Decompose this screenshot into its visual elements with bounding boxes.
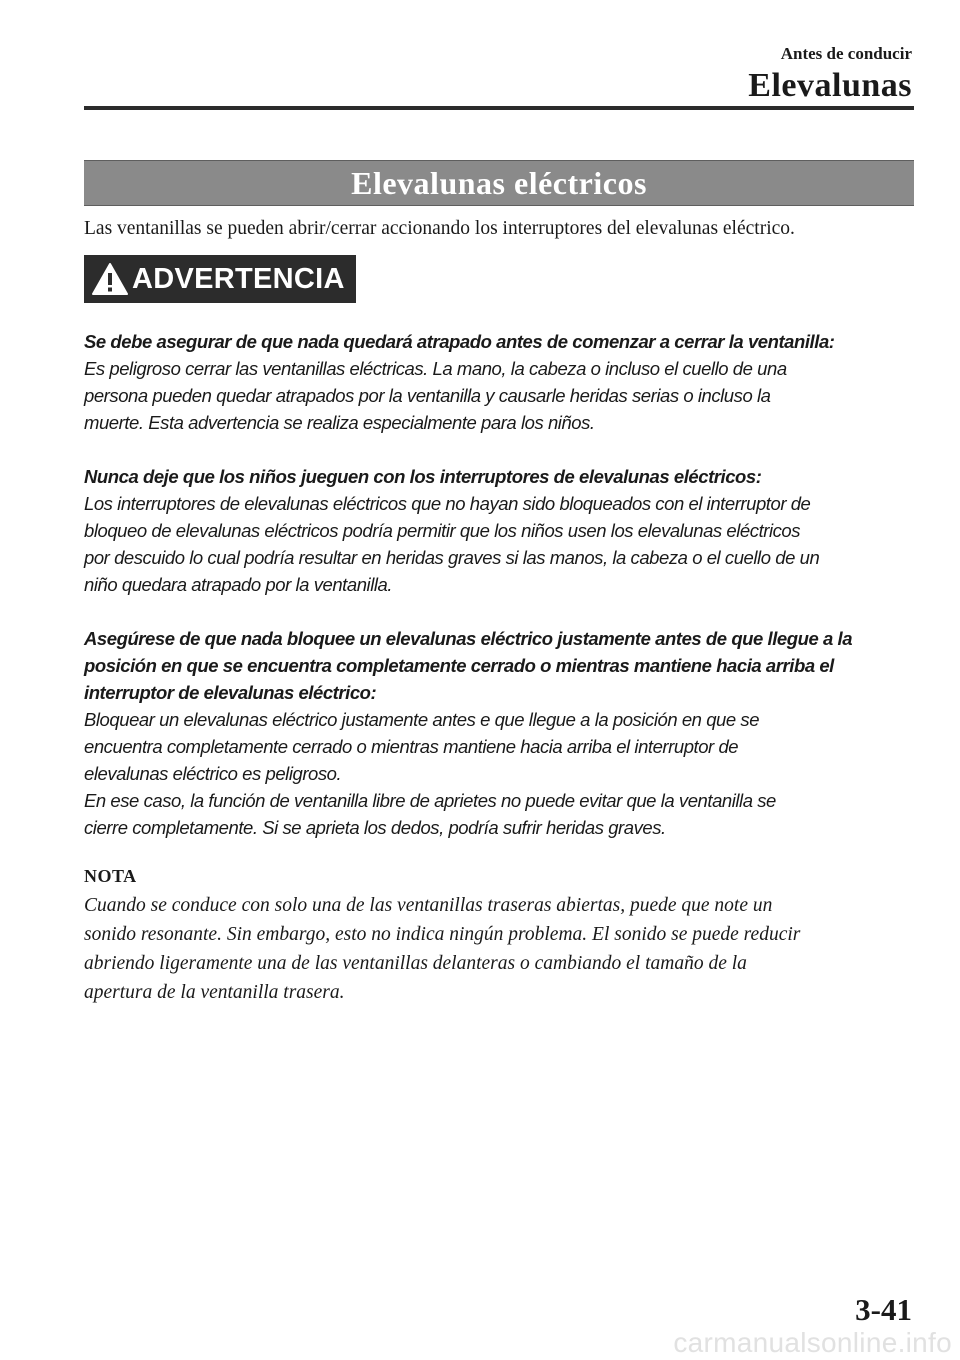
warning-line: En ese caso, la función de ventanilla libre de aprietes no puede evitar que la ventanilla se	[84, 790, 776, 811]
page-number: 3-41	[855, 1292, 912, 1327]
warning-title: Nunca deje que los niños jueguen con los interruptores de elevalunas eléctricos:	[84, 466, 762, 487]
warning-line: bloqueo de elevalunas eléctricos podría permitir que los niños usen los elevalunas eléctricos	[84, 520, 801, 541]
note-section	[84, 862, 924, 1007]
warning-line: por descuido lo cual podría resultar en heridas graves si las manos, la cabeza o el cuello de un	[84, 547, 820, 568]
warning-line: Los interruptores de elevalunas eléctricos que no hayan sido bloqueados con el interruptor de	[84, 493, 811, 514]
note-line: Cuando se conduce con solo una de las ventanillas traseras abiertas, puede que note un	[84, 895, 773, 916]
chapter-title: Antes de conducir	[780, 44, 912, 63]
page-header	[748, 44, 912, 106]
warning-title: posición en que se encuentra completamente cerrado o mientras mantiene hacia arriba el	[84, 655, 834, 676]
warning-line: muerte. Esta advertencia se realiza especialmente para los niños.	[84, 412, 595, 433]
watermark-link[interactable]: carmanualsonline.info	[673, 1327, 952, 1358]
section-title-bar	[84, 160, 914, 206]
warning-line: Es peligroso cerrar las ventanillas eléctricas. La mano, la cabeza o incluso el cuello de una	[84, 358, 787, 379]
warning-title: interruptor de elevalunas eléctrico:	[84, 682, 377, 703]
header-rule	[84, 106, 914, 110]
warning-line: persona pueden quedar atrapados por la ventanilla y causarle heridas serias o incluso la	[84, 385, 771, 406]
note-line: apertura de la ventanilla trasera.	[84, 982, 345, 1003]
warning-line: elevalunas eléctrico es peligroso.	[84, 763, 342, 784]
warning-line: encuentra completamente cerrado o mientras mantiene hacia arriba el interruptor de	[84, 736, 739, 757]
warning-badge	[84, 255, 356, 303]
note-line: sonido resonante. Sin embargo, esto no indica ningún problema. El sonido se puede reducir	[84, 924, 801, 945]
warning-line: niño quedara atrapado por la ventanilla.	[84, 574, 393, 595]
warning-title: Asegúrese de que nada bloquee un elevalunas eléctrico justamente antes de que llegue a la	[84, 628, 853, 649]
section-title: Elevalunas eléctricos	[351, 164, 647, 201]
warning-label: ADVERTENCIA	[132, 262, 345, 295]
warning-line: cierre completamente. Si se aprieta los dedos, podría sufrir heridas graves.	[84, 817, 666, 838]
warning-body	[84, 328, 924, 841]
section-header-title: Elevalunas	[748, 67, 912, 104]
note-line: abriendo ligeramente una de las ventanillas delanteras o cambiando el tamaño de la	[84, 953, 747, 974]
warning-title: Se debe asegurar de que nada quedará atrapado antes de comenzar a cerrar la ventanilla:	[84, 331, 835, 352]
intro-paragraph: Las ventanillas se pueden abrir/cerrar accionando los interruptores del elevalunas eléctrico.	[84, 218, 795, 239]
warning-line: Bloquear un elevalunas eléctrico justamente antes e que llegue a la posición en que se	[84, 709, 760, 730]
note-label: NOTA	[84, 866, 137, 886]
warning-triangle-icon	[88, 255, 132, 303]
